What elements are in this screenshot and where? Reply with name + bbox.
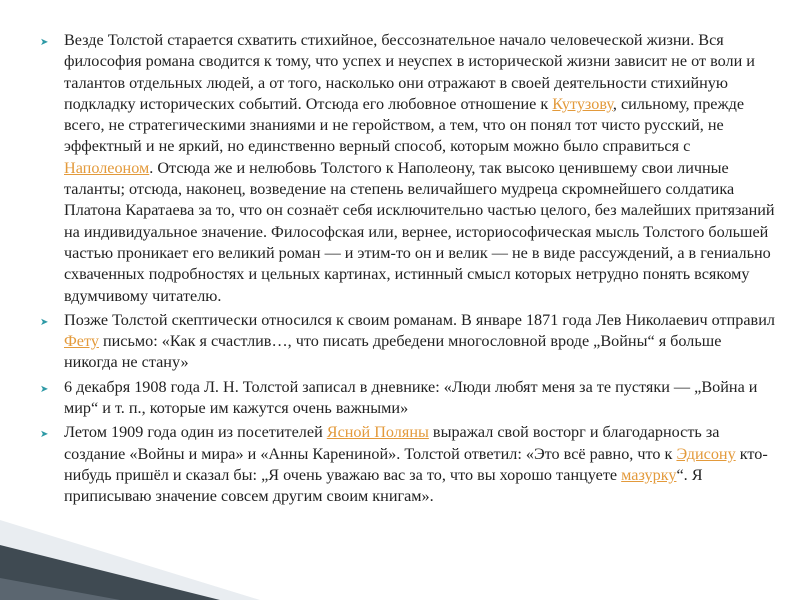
wiki-link[interactable]: Ясной Поляны — [326, 423, 429, 442]
paragraph-text: письмо: «Как я счастлив…, что писать дребедени многословной вроде „Войны“ я больше никогда не стану» — [64, 332, 722, 372]
paragraph-text: кто-нибудь пришёл и сказал бы: „Я очень уважаю вас за то, что вы хорошо танцуете — [64, 444, 768, 484]
text-body — [38, 30, 778, 511]
arrow-bullet-icon: ➤ — [40, 316, 49, 328]
paragraph — [38, 310, 778, 374]
paragraph-text: . Отсюда же и нелюбовь Толстого к Наполеону, так высоко ценившему свои личные таланты; отсюда, наконец, возведение на степень величайшего мудреца скромнейшего солдатика Платона Каратаева за то, что он сознаёт себя исключительно частью целого, без малейших притязаний на индивидуальное значение. Философская или, вернее, историософическая мысль Толстого большей частью проникает его великий роман — и этим-то он и велик — не в виде рассуждений, а в гениально схваченных подробностях и цельных картинах, истинный смысл которых нетрудно понять всякому вдумчивому читателю. — [64, 158, 775, 305]
paragraph — [38, 30, 778, 307]
wiki-link[interactable]: Наполеоном — [64, 158, 150, 177]
paragraph-text: , сильному, прежде всего, не стратегическими знаниями и не геройством, а тем, что он понял тот чисто русский, не эффектный и не яркий, но единственно верный способ, которым можно было справиться с — [64, 94, 745, 156]
paragraph-text: Позже Толстой скептически относился к своим романам. В январе 1871 года Лев Николаевич отправил — [64, 310, 775, 329]
arrow-bullet-icon: ➤ — [40, 383, 49, 395]
arrow-bullet-icon: ➤ — [40, 37, 49, 48]
wiki-link[interactable]: мазурку — [621, 465, 677, 484]
paragraph — [38, 422, 778, 507]
arrow-bullet-icon: ➤ — [40, 429, 49, 441]
paragraph-text: Летом 1909 года один из посетителей — [64, 423, 327, 442]
wiki-link[interactable]: Кутузову — [552, 94, 613, 113]
paragraph — [38, 377, 778, 420]
paragraph-text: “. Я приписываю значение совсем другим своим книгам». — [64, 465, 703, 506]
paragraph-text: выражал свой восторг и благодарность за создание «Войны и мира» и «Анны Карениной». Толстой ответил: «Это всё равно, что к — [64, 423, 720, 463]
paragraph-text: Везде Толстой старается схватить стихийное, бессознательное начало человеческой жизни. Вся философия романа сводится к тому, что успех и неуспех в исторической жизни зависит не от воли и талантов отдельных людей, а от того, насколько они отражают в своей деятельности стихийную подкладку исторических событий. Отсюда его любовное отношение к — [64, 31, 755, 113]
paragraph-text: 6 декабря 1908 года Л. Н. Толстой записал в дневнике: «Люди любят меня за те пустяки — „Война и мир“ и т. п., которые им кажутся очень важными» — [64, 377, 758, 418]
wiki-link[interactable]: Фету — [64, 332, 99, 351]
wiki-link[interactable]: Эдисону — [676, 444, 736, 463]
